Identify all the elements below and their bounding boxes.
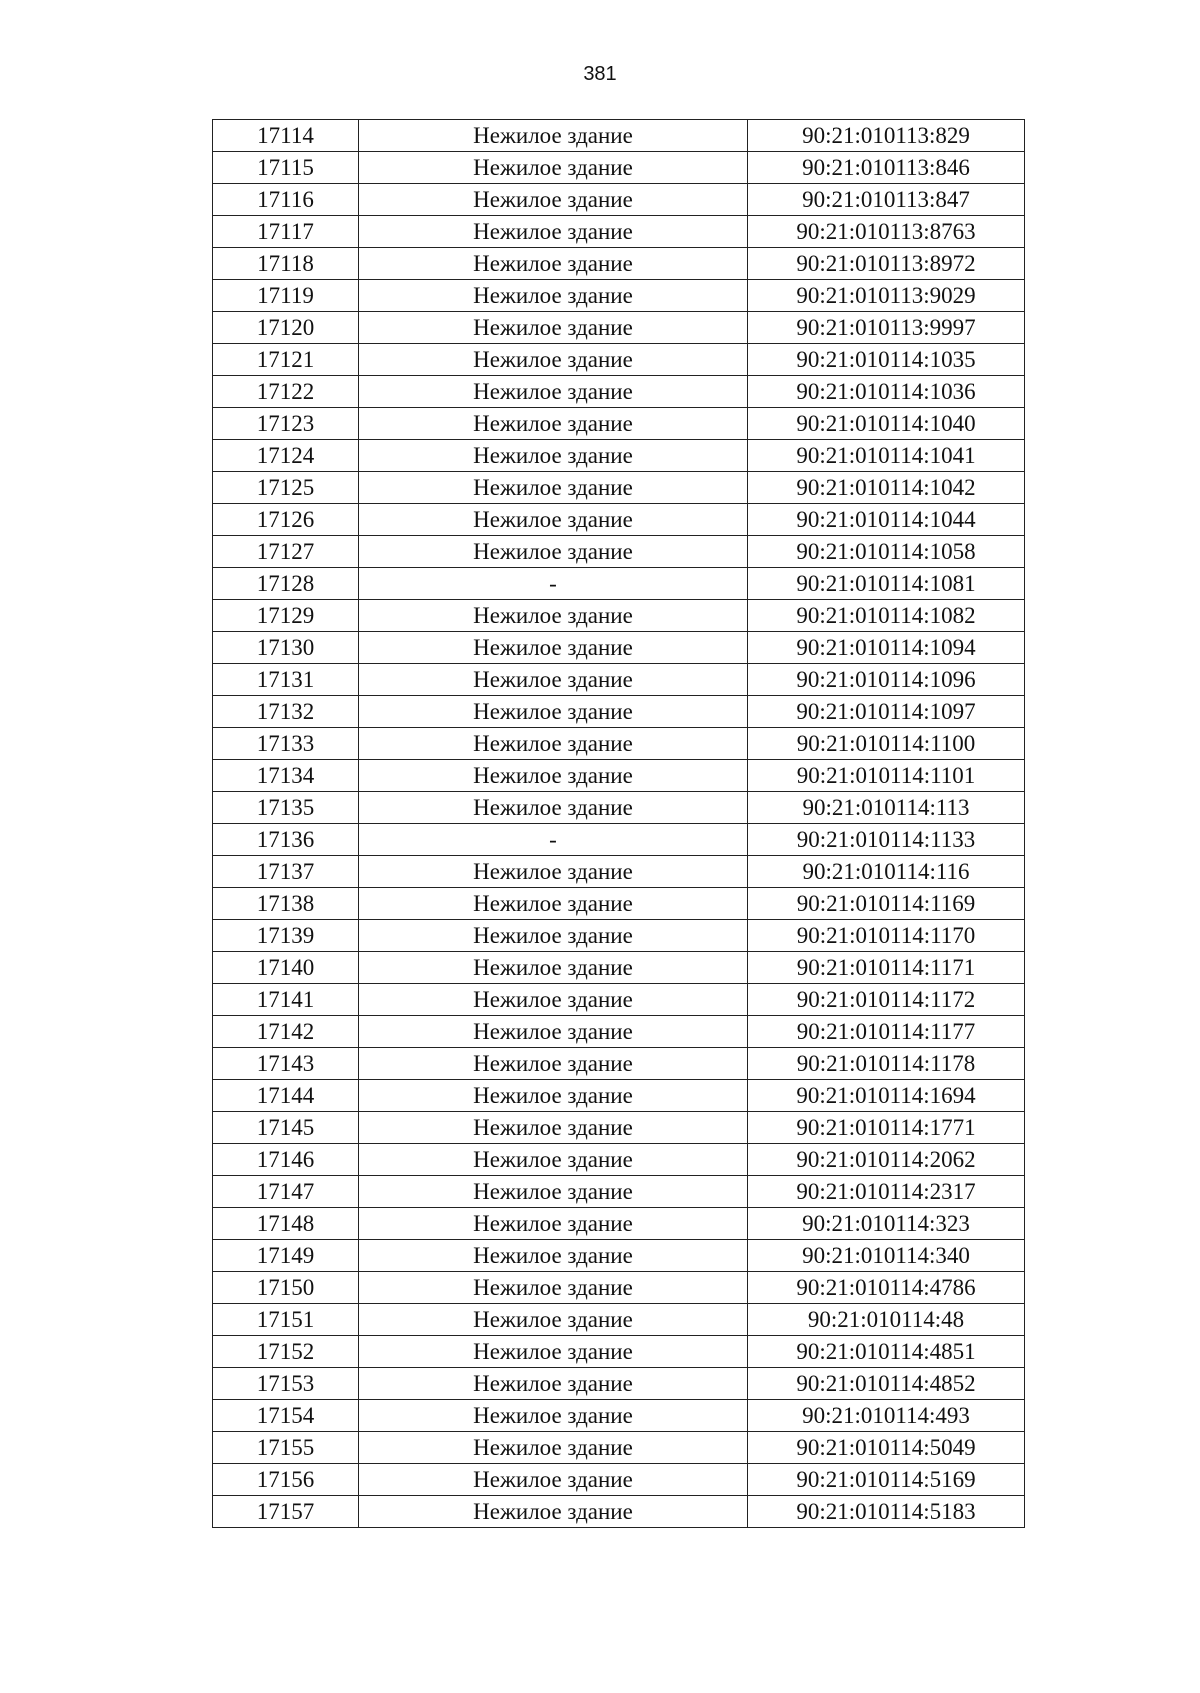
cadastral-number-cell: 90:21:010114:1036: [748, 376, 1025, 408]
row-number-cell: 17134: [213, 760, 359, 792]
table-row: [213, 504, 1025, 536]
row-number-cell: 17117: [213, 216, 359, 248]
object-type-cell: Нежилое здание: [359, 696, 748, 728]
table-row: [213, 664, 1025, 696]
table-row: [213, 824, 1025, 856]
row-number-cell: 17122: [213, 376, 359, 408]
row-number-cell: 17144: [213, 1080, 359, 1112]
table-row: [213, 344, 1025, 376]
table-row: [213, 632, 1025, 664]
table-row: [213, 248, 1025, 280]
object-type-cell: Нежилое здание: [359, 504, 748, 536]
object-type-cell: Нежилое здание: [359, 1208, 748, 1240]
row-number-cell: 17143: [213, 1048, 359, 1080]
object-type-cell: Нежилое здание: [359, 1368, 748, 1400]
object-type-cell: Нежилое здание: [359, 1144, 748, 1176]
row-number-cell: 17146: [213, 1144, 359, 1176]
table-row: [213, 600, 1025, 632]
cadastral-number-cell: 90:21:010114:1771: [748, 1112, 1025, 1144]
object-type-cell: Нежилое здание: [359, 1336, 748, 1368]
table-row: [213, 408, 1025, 440]
cadastral-number-cell: 90:21:010114:48: [748, 1304, 1025, 1336]
cadastral-number-cell: 90:21:010114:1041: [748, 440, 1025, 472]
cadastral-number-cell: 90:21:010114:1094: [748, 632, 1025, 664]
page-number: 381: [583, 63, 617, 85]
row-number-cell: 17121: [213, 344, 359, 376]
object-type-cell: Нежилое здание: [359, 792, 748, 824]
object-type-cell: Нежилое здание: [359, 1048, 748, 1080]
cadastral-number-cell: 90:21:010114:116: [748, 856, 1025, 888]
cadastral-number-cell: 90:21:010114:1097: [748, 696, 1025, 728]
object-type-cell: Нежилое здание: [359, 120, 748, 152]
table-row: [213, 856, 1025, 888]
table-row: [213, 1464, 1025, 1496]
row-number-cell: 17132: [213, 696, 359, 728]
object-type-cell: Нежилое здание: [359, 952, 748, 984]
row-number-cell: 17153: [213, 1368, 359, 1400]
table-row: [213, 760, 1025, 792]
row-number-cell: 17147: [213, 1176, 359, 1208]
cadastral-number-cell: 90:21:010114:1171: [748, 952, 1025, 984]
table-row: [213, 1400, 1025, 1432]
cadastral-number-cell: 90:21:010114:1177: [748, 1016, 1025, 1048]
object-type-cell: Нежилое здание: [359, 1432, 748, 1464]
row-number-cell: 17137: [213, 856, 359, 888]
row-number-cell: 17131: [213, 664, 359, 696]
cadastral-number-cell: 90:21:010114:1035: [748, 344, 1025, 376]
object-type-cell: Нежилое здание: [359, 344, 748, 376]
cadastral-number-cell: 90:21:010114:1058: [748, 536, 1025, 568]
object-type-cell: Нежилое здание: [359, 1080, 748, 1112]
row-number-cell: 17151: [213, 1304, 359, 1336]
object-type-cell: Нежилое здание: [359, 216, 748, 248]
table-row: [213, 1176, 1025, 1208]
object-type-cell: Нежилое здание: [359, 408, 748, 440]
table-row: [213, 1240, 1025, 1272]
cadastral-number-cell: 90:21:010114:1178: [748, 1048, 1025, 1080]
table-row: [213, 440, 1025, 472]
property-register-table: [212, 119, 1025, 1528]
table-row: [213, 952, 1025, 984]
object-type-cell: Нежилое здание: [359, 888, 748, 920]
row-number-cell: 17154: [213, 1400, 359, 1432]
row-number-cell: 17155: [213, 1432, 359, 1464]
object-type-cell: Нежилое здание: [359, 856, 748, 888]
cadastral-number-cell: 90:21:010113:8763: [748, 216, 1025, 248]
cadastral-number-cell: 90:21:010114:2317: [748, 1176, 1025, 1208]
row-number-cell: 17152: [213, 1336, 359, 1368]
cadastral-number-cell: 90:21:010113:847: [748, 184, 1025, 216]
row-number-cell: 17139: [213, 920, 359, 952]
table-row: [213, 984, 1025, 1016]
table-row: [213, 1048, 1025, 1080]
cadastral-number-cell: 90:21:010114:4852: [748, 1368, 1025, 1400]
object-type-cell: Нежилое здание: [359, 1496, 748, 1528]
row-number-cell: 17142: [213, 1016, 359, 1048]
cadastral-number-cell: 90:21:010114:4851: [748, 1336, 1025, 1368]
cadastral-number-cell: 90:21:010114:5183: [748, 1496, 1025, 1528]
cadastral-number-cell: 90:21:010114:2062: [748, 1144, 1025, 1176]
cadastral-number-cell: 90:21:010114:1042: [748, 472, 1025, 504]
row-number-cell: 17123: [213, 408, 359, 440]
row-number-cell: 17119: [213, 280, 359, 312]
row-number-cell: 17128: [213, 568, 359, 600]
cadastral-number-cell: 90:21:010114:340: [748, 1240, 1025, 1272]
object-type-cell: Нежилое здание: [359, 1304, 748, 1336]
cadastral-number-cell: 90:21:010114:1044: [748, 504, 1025, 536]
object-type-cell: Нежилое здание: [359, 280, 748, 312]
row-number-cell: 17130: [213, 632, 359, 664]
row-number-cell: 17136: [213, 824, 359, 856]
cadastral-number-cell: 90:21:010114:1101: [748, 760, 1025, 792]
cadastral-number-cell: 90:21:010114:1096: [748, 664, 1025, 696]
table-row: [213, 568, 1025, 600]
table-row: [213, 1496, 1025, 1528]
cadastral-number-cell: 90:21:010114:1170: [748, 920, 1025, 952]
object-type-cell: Нежилое здание: [359, 472, 748, 504]
cadastral-number-cell: 90:21:010113:9029: [748, 280, 1025, 312]
table-row: [213, 152, 1025, 184]
object-type-cell: Нежилое здание: [359, 536, 748, 568]
row-number-cell: 17126: [213, 504, 359, 536]
row-number-cell: 17140: [213, 952, 359, 984]
row-number-cell: 17138: [213, 888, 359, 920]
object-type-cell: Нежилое здание: [359, 632, 748, 664]
row-number-cell: 17125: [213, 472, 359, 504]
cadastral-number-cell: 90:21:010114:493: [748, 1400, 1025, 1432]
object-type-cell: Нежилое здание: [359, 1400, 748, 1432]
row-number-cell: 17157: [213, 1496, 359, 1528]
object-type-cell: -: [359, 824, 748, 856]
row-number-cell: 17129: [213, 600, 359, 632]
cadastral-number-cell: 90:21:010114:1081: [748, 568, 1025, 600]
object-type-cell: Нежилое здание: [359, 312, 748, 344]
object-type-cell: Нежилое здание: [359, 376, 748, 408]
table-body: [213, 120, 1025, 1528]
row-number-cell: 17115: [213, 152, 359, 184]
table-row: [213, 472, 1025, 504]
cadastral-number-cell: 90:21:010113:8972: [748, 248, 1025, 280]
table-row: [213, 280, 1025, 312]
row-number-cell: 17127: [213, 536, 359, 568]
table-row: [213, 184, 1025, 216]
table-row: [213, 888, 1025, 920]
row-number-cell: 17135: [213, 792, 359, 824]
object-type-cell: Нежилое здание: [359, 1240, 748, 1272]
table-row: [213, 312, 1025, 344]
row-number-cell: 17118: [213, 248, 359, 280]
table-row: [213, 216, 1025, 248]
cadastral-number-cell: 90:21:010114:1172: [748, 984, 1025, 1016]
cadastral-number-cell: 90:21:010114:113: [748, 792, 1025, 824]
row-number-cell: 17148: [213, 1208, 359, 1240]
object-type-cell: Нежилое здание: [359, 1112, 748, 1144]
table-row: [213, 1432, 1025, 1464]
cadastral-number-cell: 90:21:010114:1694: [748, 1080, 1025, 1112]
cadastral-number-cell: 90:21:010114:5169: [748, 1464, 1025, 1496]
table-row: [213, 376, 1025, 408]
object-type-cell: Нежилое здание: [359, 184, 748, 216]
object-type-cell: Нежилое здание: [359, 920, 748, 952]
row-number-cell: 17149: [213, 1240, 359, 1272]
cadastral-number-cell: 90:21:010114:1082: [748, 600, 1025, 632]
row-number-cell: 17145: [213, 1112, 359, 1144]
row-number-cell: 17133: [213, 728, 359, 760]
object-type-cell: Нежилое здание: [359, 984, 748, 1016]
table-row: [213, 792, 1025, 824]
object-type-cell: Нежилое здание: [359, 1016, 748, 1048]
cadastral-number-cell: 90:21:010114:323: [748, 1208, 1025, 1240]
row-number-cell: 17156: [213, 1464, 359, 1496]
row-number-cell: 17141: [213, 984, 359, 1016]
object-type-cell: Нежилое здание: [359, 440, 748, 472]
cadastral-number-cell: 90:21:010114:5049: [748, 1432, 1025, 1464]
object-type-cell: Нежилое здание: [359, 152, 748, 184]
object-type-cell: Нежилое здание: [359, 248, 748, 280]
row-number-cell: 17114: [213, 120, 359, 152]
table-row: [213, 1112, 1025, 1144]
object-type-cell: Нежилое здание: [359, 1272, 748, 1304]
object-type-cell: Нежилое здание: [359, 1464, 748, 1496]
cadastral-number-cell: 90:21:010114:1040: [748, 408, 1025, 440]
row-number-cell: 17116: [213, 184, 359, 216]
cadastral-number-cell: 90:21:010114:4786: [748, 1272, 1025, 1304]
table-row: [213, 120, 1025, 152]
table-row: [213, 536, 1025, 568]
table-row: [213, 1080, 1025, 1112]
table-row: [213, 728, 1025, 760]
table-row: [213, 696, 1025, 728]
table-row: [213, 1144, 1025, 1176]
table-row: [213, 1016, 1025, 1048]
cadastral-number-cell: 90:21:010113:9997: [748, 312, 1025, 344]
table-row: [213, 1304, 1025, 1336]
row-number-cell: 17150: [213, 1272, 359, 1304]
table-row: [213, 1208, 1025, 1240]
table-row: [213, 920, 1025, 952]
cadastral-number-cell: 90:21:010114:1100: [748, 728, 1025, 760]
table-row: [213, 1368, 1025, 1400]
row-number-cell: 17120: [213, 312, 359, 344]
object-type-cell: Нежилое здание: [359, 760, 748, 792]
object-type-cell: Нежилое здание: [359, 600, 748, 632]
cadastral-number-cell: 90:21:010113:846: [748, 152, 1025, 184]
table-row: [213, 1336, 1025, 1368]
row-number-cell: 17124: [213, 440, 359, 472]
cadastral-number-cell: 90:21:010113:829: [748, 120, 1025, 152]
object-type-cell: Нежилое здание: [359, 664, 748, 696]
table-row: [213, 1272, 1025, 1304]
object-type-cell: Нежилое здание: [359, 1176, 748, 1208]
object-type-cell: Нежилое здание: [359, 728, 748, 760]
cadastral-number-cell: 90:21:010114:1133: [748, 824, 1025, 856]
cadastral-number-cell: 90:21:010114:1169: [748, 888, 1025, 920]
object-type-cell: -: [359, 568, 748, 600]
